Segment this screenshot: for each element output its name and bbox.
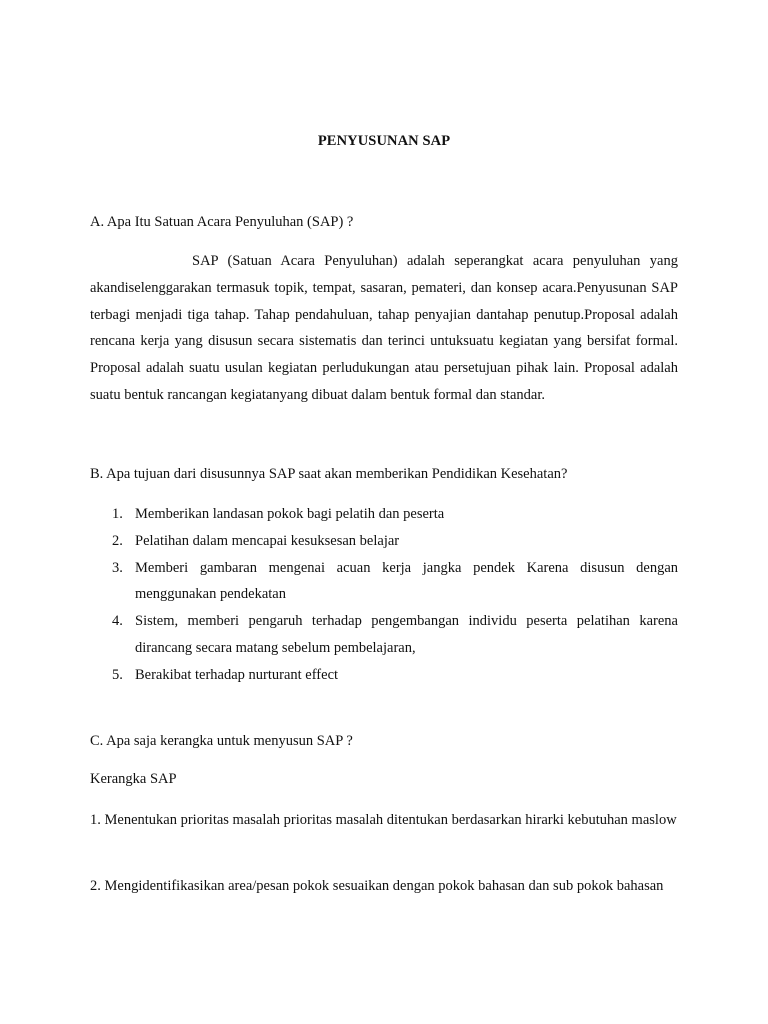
list-item-number: 3. <box>112 559 123 576</box>
list-item-number: 4. <box>112 613 123 630</box>
section-b-heading: B. Apa tujuan dari disusunnya SAP saat akan memberikan Pendidikan Kesehatan? <box>90 466 568 482</box>
list-item <box>90 608 678 662</box>
section-c-subheading: Kerangka SAP <box>90 771 177 787</box>
section-b-list <box>90 501 678 689</box>
list-item <box>90 528 678 555</box>
list-item-text: Memberi gambaran mengenai acuan kerja jangka pendek Karena disusun dengan menggunakan pendekatan <box>135 559 678 603</box>
section-a-paragraph: SAP (Satuan Acara Penyuluhan) adalah seperangkat acara penyuluhan yang akandiselenggarakan termasuk topik, tempat, sasaran, pemateri, dan konsep acara.Penyusunan SAP terbagi menjadi tiga tahap. Tahap pendahuluan, tahap penyajian dantahap penutup.Proposal adalah rencana kerja yang disusun secara sistematis dan terinci untuksuatu kegiatan yang bersifat formal. Proposal adalah suatu usulan kegiatan perludukungan atau persetujuan pihak lain. Proposal adalah suatu bentuk rancangan kegiatanyang dibuat dalam bentuk formal dan standar. <box>90 253 678 403</box>
list-item-number: 2. <box>112 532 123 549</box>
section-a-heading: A. Apa Itu Satuan Acara Penyuluhan (SAP) ? <box>90 214 354 230</box>
section-c-point-2: 2. Mengidentifikasikan area/pesan pokok sesuaikan dengan pokok bahasan dan sub pokok bahasan <box>90 878 664 894</box>
list-item-text: Berakibat terhadap nurturant effect <box>135 666 339 683</box>
list-item-number: 1. <box>112 506 123 522</box>
section-c-point-1: 1. Menentukan prioritas masalah prioritas masalah ditentukan berdasarkan hirarki kebutuhan maslow <box>90 812 677 828</box>
document-title: PENYUSUNAN SAP <box>317 133 451 149</box>
section-c-heading: C. Apa saja kerangka untuk menyusun SAP ? <box>90 733 353 749</box>
list-item-number: 5. <box>112 666 123 683</box>
list-item <box>90 662 678 689</box>
list-item-text: Sistem, memberi pengaruh terhadap pengembangan individu peserta pelatihan karena dirancang secara matang sebelum pembelajaran, <box>135 613 678 656</box>
list-item-text: Memberikan landasan pokok bagi pelatih dan peserta <box>135 506 445 522</box>
section-b-list-container <box>90 501 678 689</box>
list-item-text: Pelatihan dalam mencapai kesuksesan belajar <box>135 532 400 549</box>
list-item <box>90 555 678 609</box>
list-item <box>90 501 678 528</box>
